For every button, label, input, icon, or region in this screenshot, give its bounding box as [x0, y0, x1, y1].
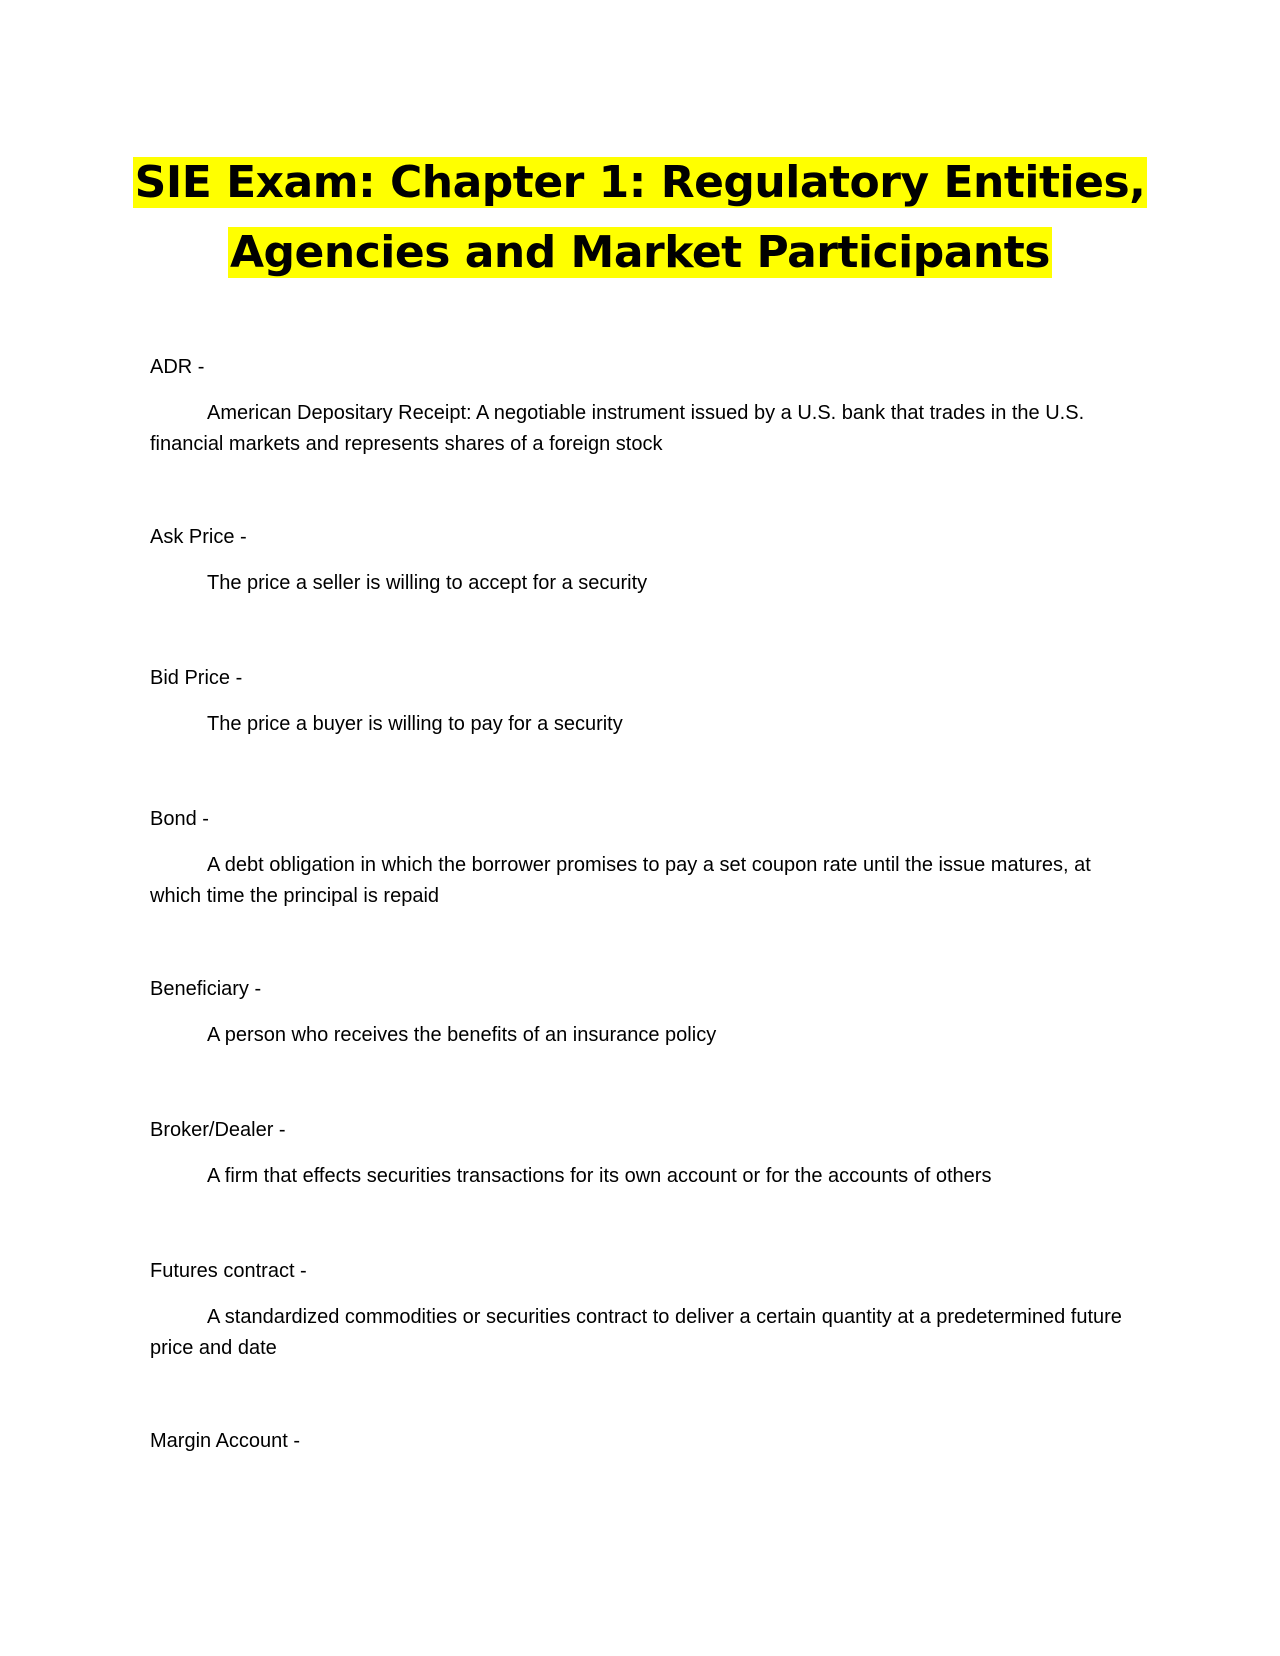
glossary-definition: A person who receives the benefits of an insurance policy [207, 1024, 717, 1046]
glossary-entry-ask-price [150, 522, 1140, 663]
glossary-term: Bid Price - [150, 667, 243, 689]
glossary-entry-broker-dealer [150, 1115, 1140, 1256]
glossary-entry-margin-account [150, 1426, 1140, 1456]
glossary-entry-adr [150, 352, 1140, 522]
title-line-1-text: SIE Exam: Chapter 1: Regulatory Entities, [134, 157, 1146, 208]
glossary-definition: A standardized commodities or securities contract to deliver a certain quantity at a predetermined future price and date [150, 1306, 1122, 1359]
document-title [0, 148, 1280, 288]
glossary-entry-bond [150, 804, 1140, 974]
title-line-2-text: Agencies and Market Participants [230, 227, 1050, 278]
glossary-definition: A firm that effects securities transactions for its own account or for the accounts of others [207, 1165, 992, 1187]
glossary-entry-bid-price [150, 663, 1140, 804]
glossary-definition: A debt obligation in which the borrower promises to pay a set coupon rate until the issue matures, at which time the principal is repaid [150, 854, 1091, 907]
glossary-entry-beneficiary [150, 974, 1140, 1115]
glossary-term: Futures contract - [150, 1260, 307, 1282]
glossary-term: ADR - [150, 356, 205, 378]
glossary-definition: The price a buyer is willing to pay for a security [207, 713, 623, 735]
title-line-2 [0, 218, 1280, 288]
glossary-term: Ask Price - [150, 526, 247, 548]
glossary-definition: The price a seller is willing to accept for a security [207, 572, 648, 594]
glossary-term: Broker/Dealer - [150, 1119, 286, 1141]
glossary-definition: American Depositary Receipt: A negotiable instrument issued by a U.S. bank that trades in the U.S. financial markets and represents shares of a foreign stock [150, 402, 1085, 455]
glossary-list [150, 352, 1140, 1472]
title-line-1 [0, 148, 1280, 218]
glossary-term: Margin Account - [150, 1430, 301, 1452]
glossary-term: Bond - [150, 808, 209, 830]
glossary-term: Beneficiary - [150, 978, 262, 1000]
glossary-entry-futures-contract [150, 1256, 1140, 1426]
